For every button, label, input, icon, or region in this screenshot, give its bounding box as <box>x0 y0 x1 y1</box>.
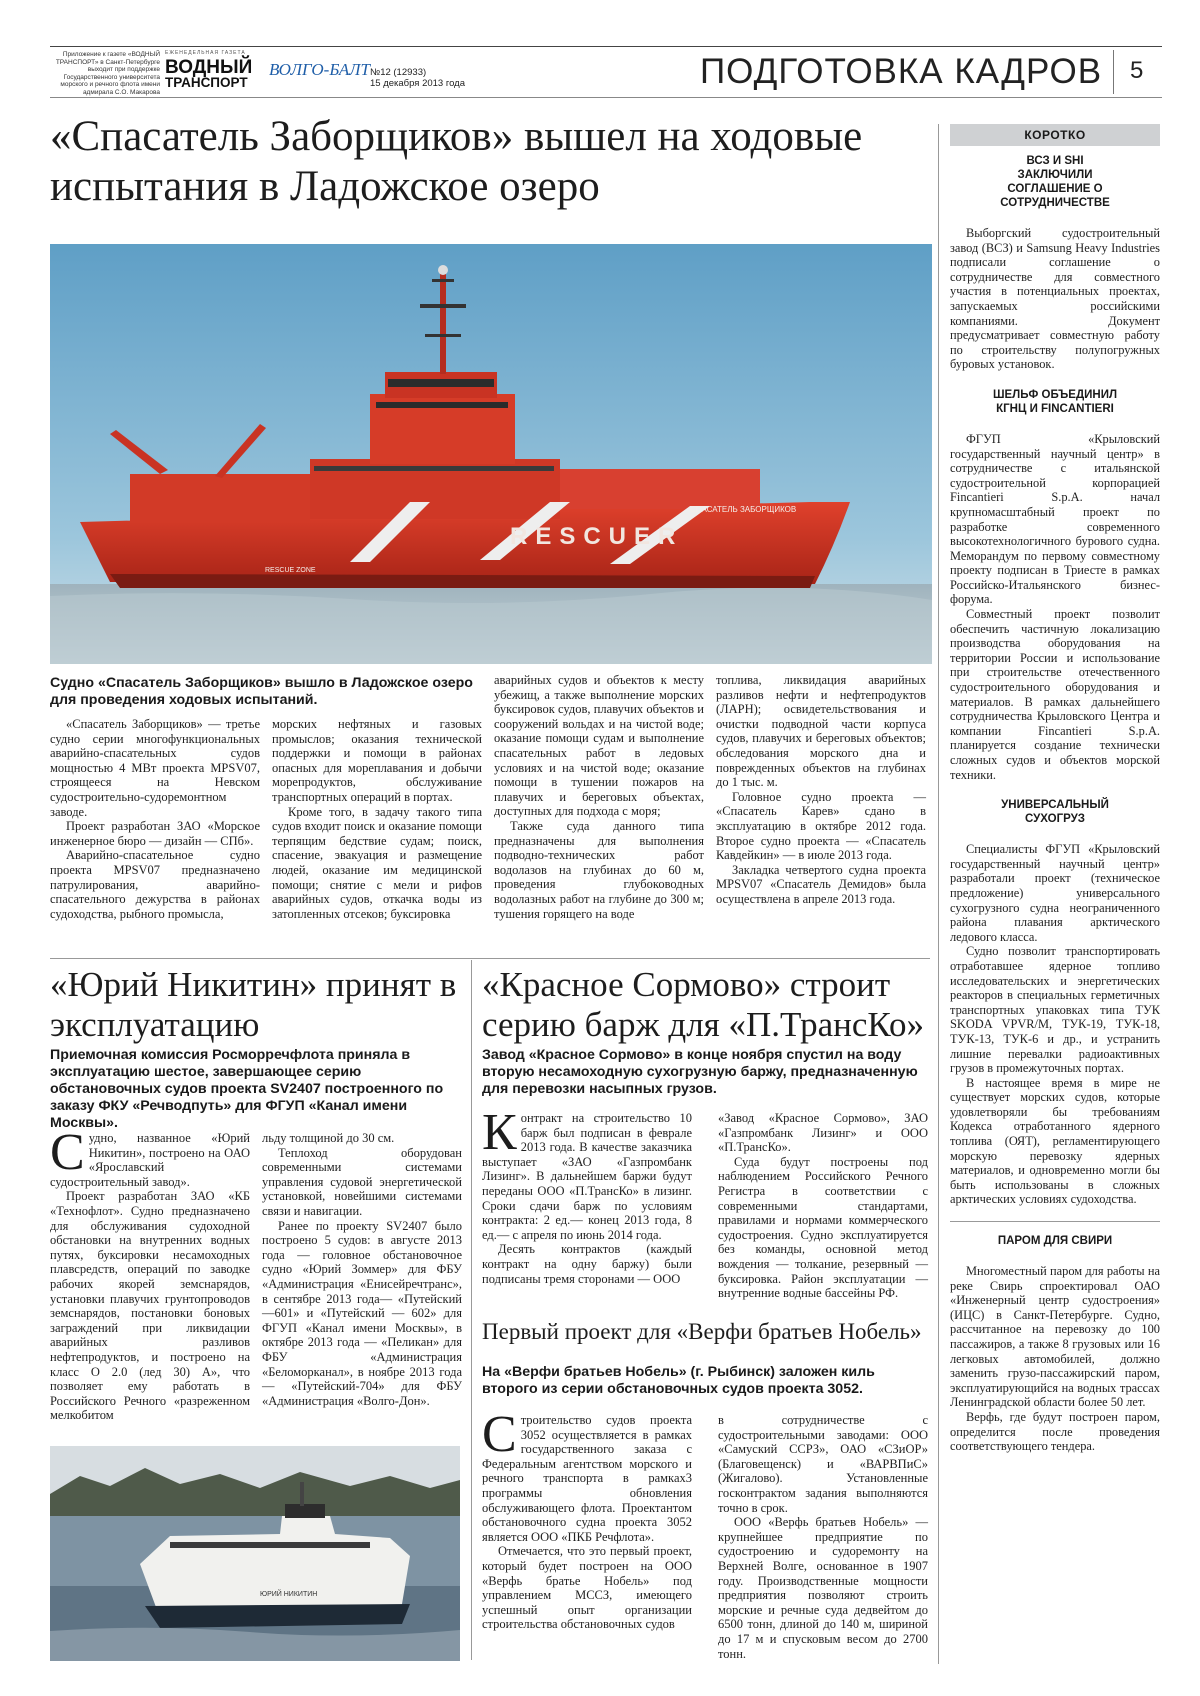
nikitin-title: «Юрий Никитин» принят в эксплуатацию <box>50 965 457 1044</box>
nobel-col1-p2: Отмечается, что это первый проект, который будет построен на ООО «Верфь братье Нобель» под управлением МССЗ, имеющего успешный опыт организации строительства обстановочных судов <box>482 1544 692 1632</box>
column-divider-bottom <box>471 960 472 1660</box>
sidebar-item-text <box>950 842 1160 1207</box>
nikitin-photo <box>50 1446 460 1661</box>
sidebar-item2-p1: Специалисты ФГУП «Крыловский государственный научный центр» разработали проект (техническое предложение) универсального сухогрузного судна неограниченного района плавания арктического ледового класса. <box>950 842 1160 944</box>
edition-name: ВОЛГО-БАЛТ <box>269 60 370 79</box>
logo-line1: ВОДНЫЙ <box>165 57 253 78</box>
sormovo-col1-p1: онтракт на строительство 10 барж был подписан в феврале 2013 года. В качестве заказчика выступает «ЗАО «Газпромбанк Лизинг». В дальнейшем баржи будут переданы ООО «П.ТрансКо» в лизинг. Сроки сдачи барж по условиям контракта: 2 ед.— конец 2013 года, 8 ед.— с апреля по июнь 2014 года. <box>482 1111 692 1242</box>
nikitin-hull-name: ЮРИЙ НИКИТИН <box>260 1591 318 1598</box>
sidebar-item-title: УНИВЕРСАЛЬНЫЙ СУХОГРУЗ <box>1001 799 1109 826</box>
sormovo-col-2 <box>718 1111 928 1301</box>
issue-number: №12 (12933) <box>370 67 427 78</box>
main-col4-p2: Головное судно проекта — «Спасатель Карев» сдано в эксплуатацию в октябре 2012 года. Второе судно проекта — «Спасатель Кавдейкин» — в июле 2013 года. <box>716 789 926 863</box>
issue-info <box>370 67 465 89</box>
main-col2-p2: Кроме того, в задачу такого типа судов входит поиск и оказание помощи терпящим бедствие судам; поиск, спасение, эвакуация и размещение людей, оказание им медицинской помощи; снятие с мели и рифов аварийных судов, откачка воды из затопленных отсеков; буксировка <box>272 804 482 921</box>
nobel-col2-p2: ООО «Верфь братьев Нобель» — крупнейшее предприятие по судостроению и судоремонту на Верхней Волге, основанное в 1907 году. Производственные мощности предприятия позволяют строить морские и речные суда дедвейтом до 6500 тонн, длиной до 140 м, шириной до 17 м и спусковым весом до 2700 тонн. <box>718 1515 928 1661</box>
section-title: ПОДГОТОВКА КАДРОВ <box>700 52 1103 91</box>
sormovo-col2-p2: Суда будут построены под наблюдением Российского Речного Регистра в соответствии с современными стандартами, правилами и нормами коммерческого судостроения. Судно эксплуатируется без команды, основной метод вождения — толкание, резервный — буксировка. Район эксплуатации — внутренние водные бассейны РФ. <box>718 1154 928 1301</box>
hull-zone-text: RESCUE ZONE <box>265 567 316 574</box>
sidebar-item-title: ВСЗ И SHI ЗАКЛЮЧИЛИ СОГЛАШЕНИЕ О СОТРУДНИЧЕСТВЕ <box>1000 155 1110 209</box>
sidebar-rule <box>950 1221 1160 1222</box>
sidebar-item1-p2: Совместный проект позволит обеспечить частичную локализацию производства оборудования на территории России и использование при строительстве отечественного судостроительного оборудования и материалов. В рамках дальнейшего сотрудничества Крыловского Центра и компании Fincantieri S.p.A. планируется создание технически сложных судов и объектов морской техники. <box>950 607 1160 782</box>
main-col4-p1: топлива, ликвидация аварийных разливов нефти и нефтепродуктов (ЛАРН); освидетельствования и очистки подводной части корпуса судов, плавучих и береговых объектов; обследования морского дна и поврежденных объектов на глубинах до 1 тыс. м. <box>716 673 926 790</box>
page-number: 5 <box>1130 57 1144 84</box>
sidebar <box>950 124 1160 1454</box>
main-col1-p2: Проект разработан ЗАО «Морское инженерное бюро — дизайн — СПб». <box>50 819 260 848</box>
nikitin-lead: Приемочная комиссия Росморречфлота приняла в эксплуатацию шестое, завершающее серию обстановочных судов проекта SV2407 построенного по заказу ФКУ «Речводпуть» для ФГУП «Канал имени Москвы». <box>50 1047 444 1131</box>
sidebar-item2-p2: Судно позволит транспортировать отработавшее ядерное топливо исследовательских и энергетических реакторов в специальных герметичных транспортных упаковках типа ТУК SKODA VPVR/M, ТУК-19, ТУК-18, ТУК-13, ТУК-6 и др., и устранить лишние перевалки радиоактивных грузов в промежуточных портах. <box>950 944 1160 1076</box>
sidebar-item3-p1: Многоместный паром для работы на реке Свирь спроектировал ОАО «Инженерный центр судостроения» (ИЦС) в Санкт-Петербурге. Судно, рассчитанное на перевозку до 100 пассажиров, а также 8 грузовых или 16 легковых автомобилей, должно заменить грузо-пассажирский паром, эксплуатирующийся на водных трассах Ленинградской области более 50 лет. <box>950 1264 1160 1410</box>
masthead-top-rule <box>50 46 1162 47</box>
nobel-col-2 <box>718 1413 928 1661</box>
main-col4-p3: Закладка четвертого судна проекта MPSV07 «Спасатель Демидов» была осуществлена в апреле 2013 года. <box>716 862 926 906</box>
nobel-lead: На «Верфи братьев Нобель» (г. Рыбинск) заложен киль второго из серии обстановочных судов проекта 3052. <box>482 1364 875 1397</box>
nikitin-col1-p2: Проект разработан ЗАО «КБ «Технофлот». Судно предназначено для обслуживания судоходной обстановки на внутренних водных путях, буксировки несамоходных плавсредств, операций по заводке рабочих якорей земснарядов, установки плавучих грунтопроводов земснарядов, постановки боновых заграждений при ликвидации аварийных разливов нефтепродуктов, и построено на класс О 2.0 (лед 30) А», что позволяет ему работать в Российского Речного «разреженном мелкобитом <box>50 1189 250 1423</box>
hull-ship-name: СПАСАТЕЛЬ ЗАБОРЩИКОВ <box>690 505 797 514</box>
nobel-title: Первый проект для «Верфи братьев Нобель» <box>482 1319 922 1344</box>
ship-photo <box>50 244 932 664</box>
logo-line2: ТРАНСПОРТ <box>165 75 248 90</box>
nobel-col1-p1: троительство судов проекта 3052 осуществляется в рамках государственного заказа с Федеральным агентством морского и речного транспорта в рамках3 программы обновления обслуживающего флота. Проектантом обстановочного судна проекта 3052 является ООО «ПКБ Речфлота». <box>482 1413 692 1544</box>
nikitin-col2-p3: Ранее по проекту SV2407 было построено 5 судов: в августе 2013 года — головное обстановочное судно «Юрий Зоммер» для ФБУ «Администрация «Енисейречтранс», в сентябре 2013 года— «Путейский—601» и «Путейский — 602» для ФГУП «Канал имени Москвы», в октябре 2013 года — «Пеликан» для ФБУ «Администрация «Беломорканал», в ноябре 2013 года — «Путейский-704» для ФБУ «Администрация «Волго-Дон». <box>262 1218 462 1408</box>
main-col1-p3: Аварийно-спасательное судно проекта MPSV07 предназначено патрулирования, аварийно-спасательного дежурства в районах судоходства, рыбного промысла, <box>50 848 260 921</box>
nikitin-col-2 <box>262 1131 462 1408</box>
sidebar-item-text <box>950 1264 1160 1454</box>
hull-rescuer-text: RESCUER <box>510 523 684 550</box>
masthead-bottom-rule <box>50 97 1162 98</box>
sidebar-divider <box>938 124 939 1664</box>
main-caption: Судно «Спасатель Заборщиков» вышло в Ладожское озеро для проведения ходовых испытаний. <box>50 675 473 708</box>
logo-tagline: ЕЖЕНЕДЕЛЬНАЯ ГАЗЕТА <box>165 50 246 56</box>
section-divider <box>50 958 930 959</box>
sidebar-item-text <box>950 432 1160 782</box>
main-col3-p1: аварийных судов и объектов к месту убежищ, а также выполнение морских буксировок судов, плавучих объектов и сооружений вольдах и на чистой воде; оказание помощи судам и выполнение спасательных работ в ледовых условиях и на чистой воде; оказание помощи в тушении пожаров на плавучих и береговых объектах, доступных для подхода с моря; <box>494 673 704 819</box>
masthead <box>50 46 1170 98</box>
sidebar-item-title: ШЕЛЬФ ОБЪЕДИНИЛ КГНЦ И FINCANTIERI <box>992 388 1118 415</box>
nobel-col-1 <box>482 1406 692 1632</box>
masthead-divider <box>1113 50 1114 94</box>
sidebar-item2-p3: В настоящее время в мире не существует морских судов, которые удовлетворяли бы требованиям Кодекса отработанного ядерного топлива (ОЯТ), регламентирующего морскую перевозку ядерных материалов, и одновременно могли бы быть использованы в сложных арктических условиях судоходства. <box>950 1075 1160 1207</box>
sormovo-col-1 <box>482 1104 692 1286</box>
sidebar-item3-p2: Верфь, где будут построен паром, определится после проведения соответствующего тендера. <box>950 1409 1160 1454</box>
main-col1-p1: «Спасатель Заборщиков» — третье судно серии многофункциональных аварийно-спасательных судов мощностью 4 МВт проекта MPSV07, строящееся на Невском судостроительно-судоремонтном заводе. <box>50 717 260 819</box>
nikitin-col2-p2: Теплоход оборудован современными системами управления судовой энергетической установкой, новейшими системами связи и навигации. <box>262 1145 462 1218</box>
sidebar-item0-p1: Выборгский судостроительный завод (ВСЗ) и Samsung Heavy Industries подписали соглашение о сотрудничестве для совместного участия в потенциальных проектах, запускаемых российскими компаниями. Документ предусматривает совместную работу по строительству полупогружных буровых установок. <box>950 226 1160 372</box>
nikitin-dropcap: С <box>50 1124 85 1181</box>
sormovo-col2-p1: «Завод «Красное Сормово», ЗАО «Газпромбанк Лизинг» и ООО «П.ТрансКо». <box>718 1111 928 1155</box>
main-col-4 <box>716 673 926 907</box>
main-col2-p1: морских нефтяных и газовых промыслов; оказания технической поддержки и помощи в районах опасных для мореплавания и добычи морепродуктов, обслуживание транспортных операций в портах. <box>272 717 482 804</box>
main-col-2 <box>272 717 482 921</box>
sormovo-title: «Красное Сормово» строит серию барж для «П.ТрансКо» <box>482 965 924 1044</box>
nikitin-col-1 <box>50 1124 250 1423</box>
nikitin-col1-p1: удно, названное «Юрий Никитин», построено на ОАО «Ярославский судостроительный завод». <box>50 1131 250 1189</box>
sormovo-col1-p2: Десять контрактов (каждый контракт на одну баржу) были подписаны тремя сторонами — ООО <box>482 1242 692 1286</box>
main-col-3 <box>494 673 704 921</box>
sormovo-lead: Завод «Красное Сормово» в конце ноября спустил на воду вторую несамоходную сухогрузную баржу, предназначенную для перевозки насыпных грузов. <box>482 1047 918 1097</box>
sormovo-dropcap: К <box>482 1104 517 1161</box>
main-headline: «Спасатель Заборщиков» вышел на ходовые испытания в Ладожское озеро <box>50 113 863 210</box>
sidebar-header: КОРОТКО <box>950 124 1160 146</box>
masthead-note: Приложение к газете «ВОДНЫЙ ТРАНСПОРТ» в Санкт-Петербурге выходит при поддержке Государственного университета морского и речного флота имени адмирала С.О. Макарова <box>55 51 160 96</box>
nikitin-col2-p1: льду толщиной до 30 см. <box>262 1131 395 1145</box>
sidebar-item-text <box>950 226 1160 372</box>
sidebar-item1-p1: ФГУП «Крыловский государственный научный центр» в сотрудничестве с итальянской судостроительной корпорацией Fincantieri S.p.A. начал крупномасштабный проект по разработке современного высокотехнологичного бурового судна. Меморандум по первому совместному проекту подписан в Триесте в рамках Российско-Итальянского бизнес-форума. <box>950 431 1160 607</box>
issue-date: 15 декабря 2013 года <box>370 78 466 89</box>
nobel-col2-p1: в сотрудничестве с судостроительными заводами: ООО «Самуский ССРЗ», ОАО «СЗиОР» (Благовещенск) и «ВАРВПиС» (Жигалово). Установленные госконтрактом задания выполняются точно в срок. <box>718 1413 928 1515</box>
main-col-1 <box>50 717 260 921</box>
main-col3-p2: Также суда данного типа предназначены для выполнения подводно-технических работ водолазов на глубинах до 60 м, проведения глубоководных водолазных работ на глубине до 300 м; тушения горящего на воде <box>494 818 704 921</box>
sidebar-item-title: ПАРОМ ДЛЯ СВИРИ <box>997 1235 1113 1248</box>
nobel-dropcap: С <box>482 1406 517 1463</box>
